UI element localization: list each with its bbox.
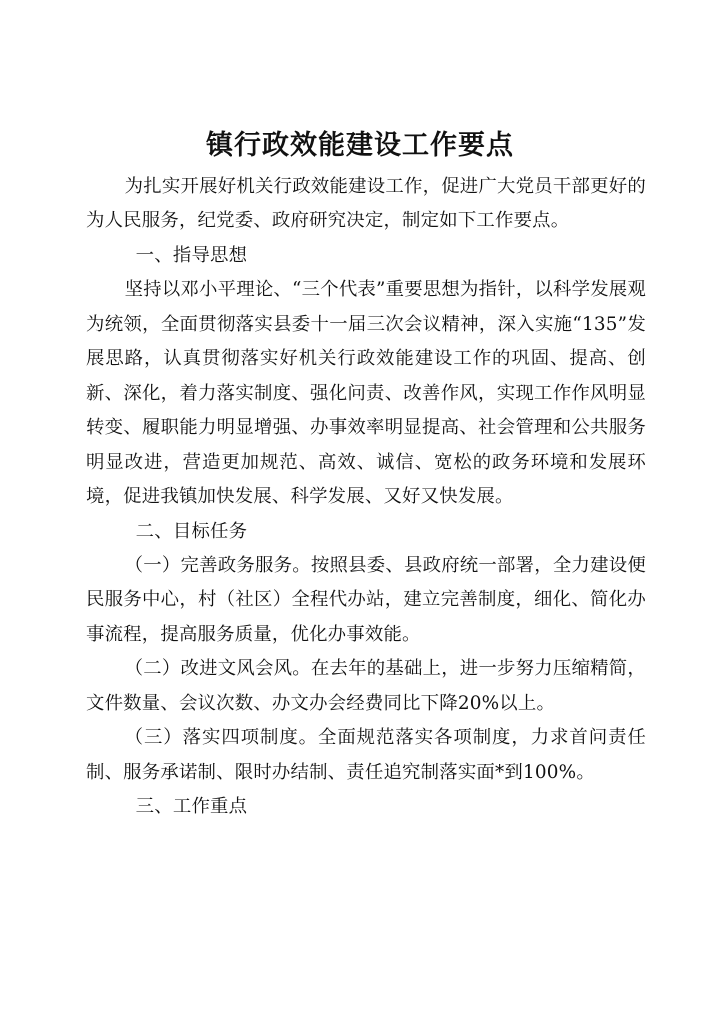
- section-heading-goals: 二、目标任务: [135, 520, 248, 542]
- goal-paragraph-3: （三）落实四项制度。全面规范落实各项制度，力求首问责任制、服务承诺制、限时办结制、责任追究制落实面*到100%。: [86, 727, 646, 783]
- guiding-ideology-paragraph: 坚持以邓小平理论、“三个代表”重要思想为指针，以科学发展观为统领，全面贯彻落实县委十一届三次会议精神，深入实施“135”发展思路，认真贯彻落实好机关行政效能建设工作的巩固、提高、创新、深化，着力落实制度、强化问责、改善作风，实现工作作风明显转变、履职能力明显增强、办事效率明显提高、社会管理和公共服务明显改进，营造更加规范、高效、诚信、宽松的政务环境和发展环境，促进我镇加快发展、科学发展、又好又快发展。: [86, 279, 646, 508]
- section-heading-key-work: 三、工作重点: [135, 796, 248, 818]
- section-heading-guiding-ideology: 一、指导思想: [135, 244, 248, 266]
- document-title: 镇行政效能建设工作要点: [206, 130, 514, 161]
- goal-paragraph-1: （一）完善政务服务。按照县委、县政府统一部署，全力建设便民服务中心，村（社区）全程代办站，建立完善制度，细化、简化办事流程，提高服务质量，优化办事效能。: [86, 554, 646, 645]
- goal-paragraph-2: （二）改进文风会风。在去年的基础上，进一步努力压缩精简，文件数量、会议次数、办文办会经费同比下降20%以上。: [86, 658, 646, 714]
- intro-paragraph: 为扎实开展好机关行政效能建设工作，促进广大党员干部更好的为人民服务，纪党委、政府研究决定，制定如下工作要点。: [86, 176, 646, 232]
- document-body: [86, 170, 646, 825]
